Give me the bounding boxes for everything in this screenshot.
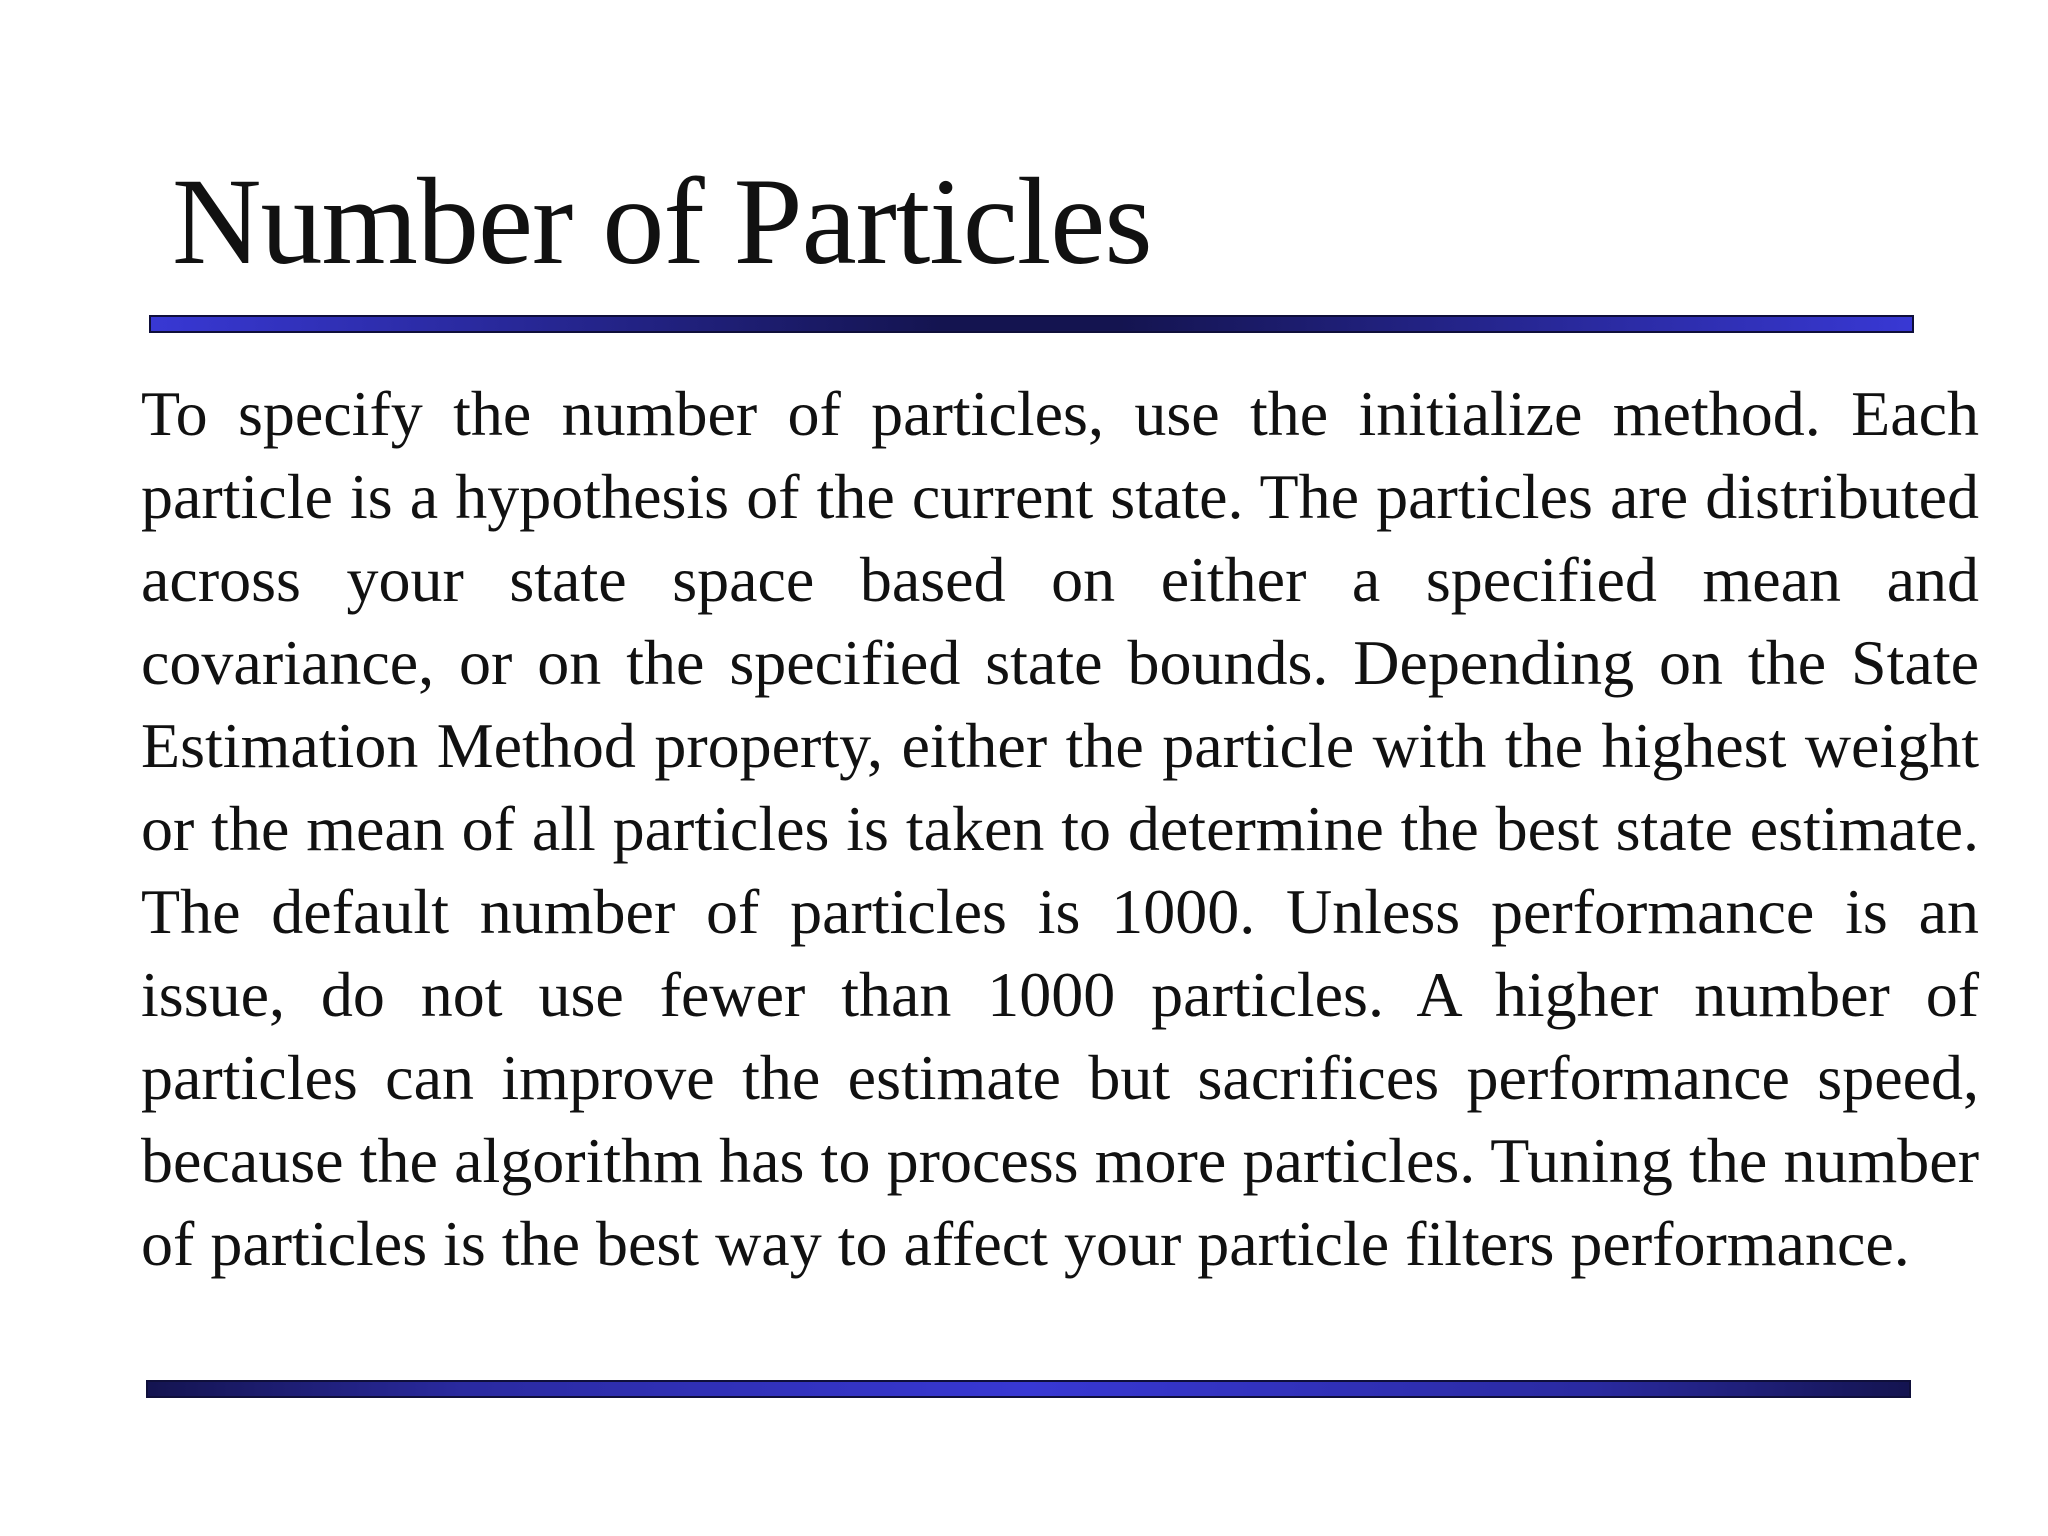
slide-title: Number of Particles [172,153,1152,290]
title-divider-bar [149,315,1914,333]
footer-divider-bar [146,1380,1911,1398]
body-paragraph: To specify the number of particles, use the initialize method. Each particle is a hypothesis of the current state. The particles are distributed across your state space based on either a specified mean and covariance, or on the specified state bounds. Depending on the State Estimation Method property, either the particle with the highest weight or the mean of all particles is taken to determine the best state estimate. The default number of particles is 1000. Unless performance is an issue, do not use fewer than 1000 particles. A higher number of particles can improve the estimate but sacrifices performance speed, because the algorithm has to process more particles. Tuning the number of particles is the best way to affect your particle filters performance. [141,378,1979,1279]
